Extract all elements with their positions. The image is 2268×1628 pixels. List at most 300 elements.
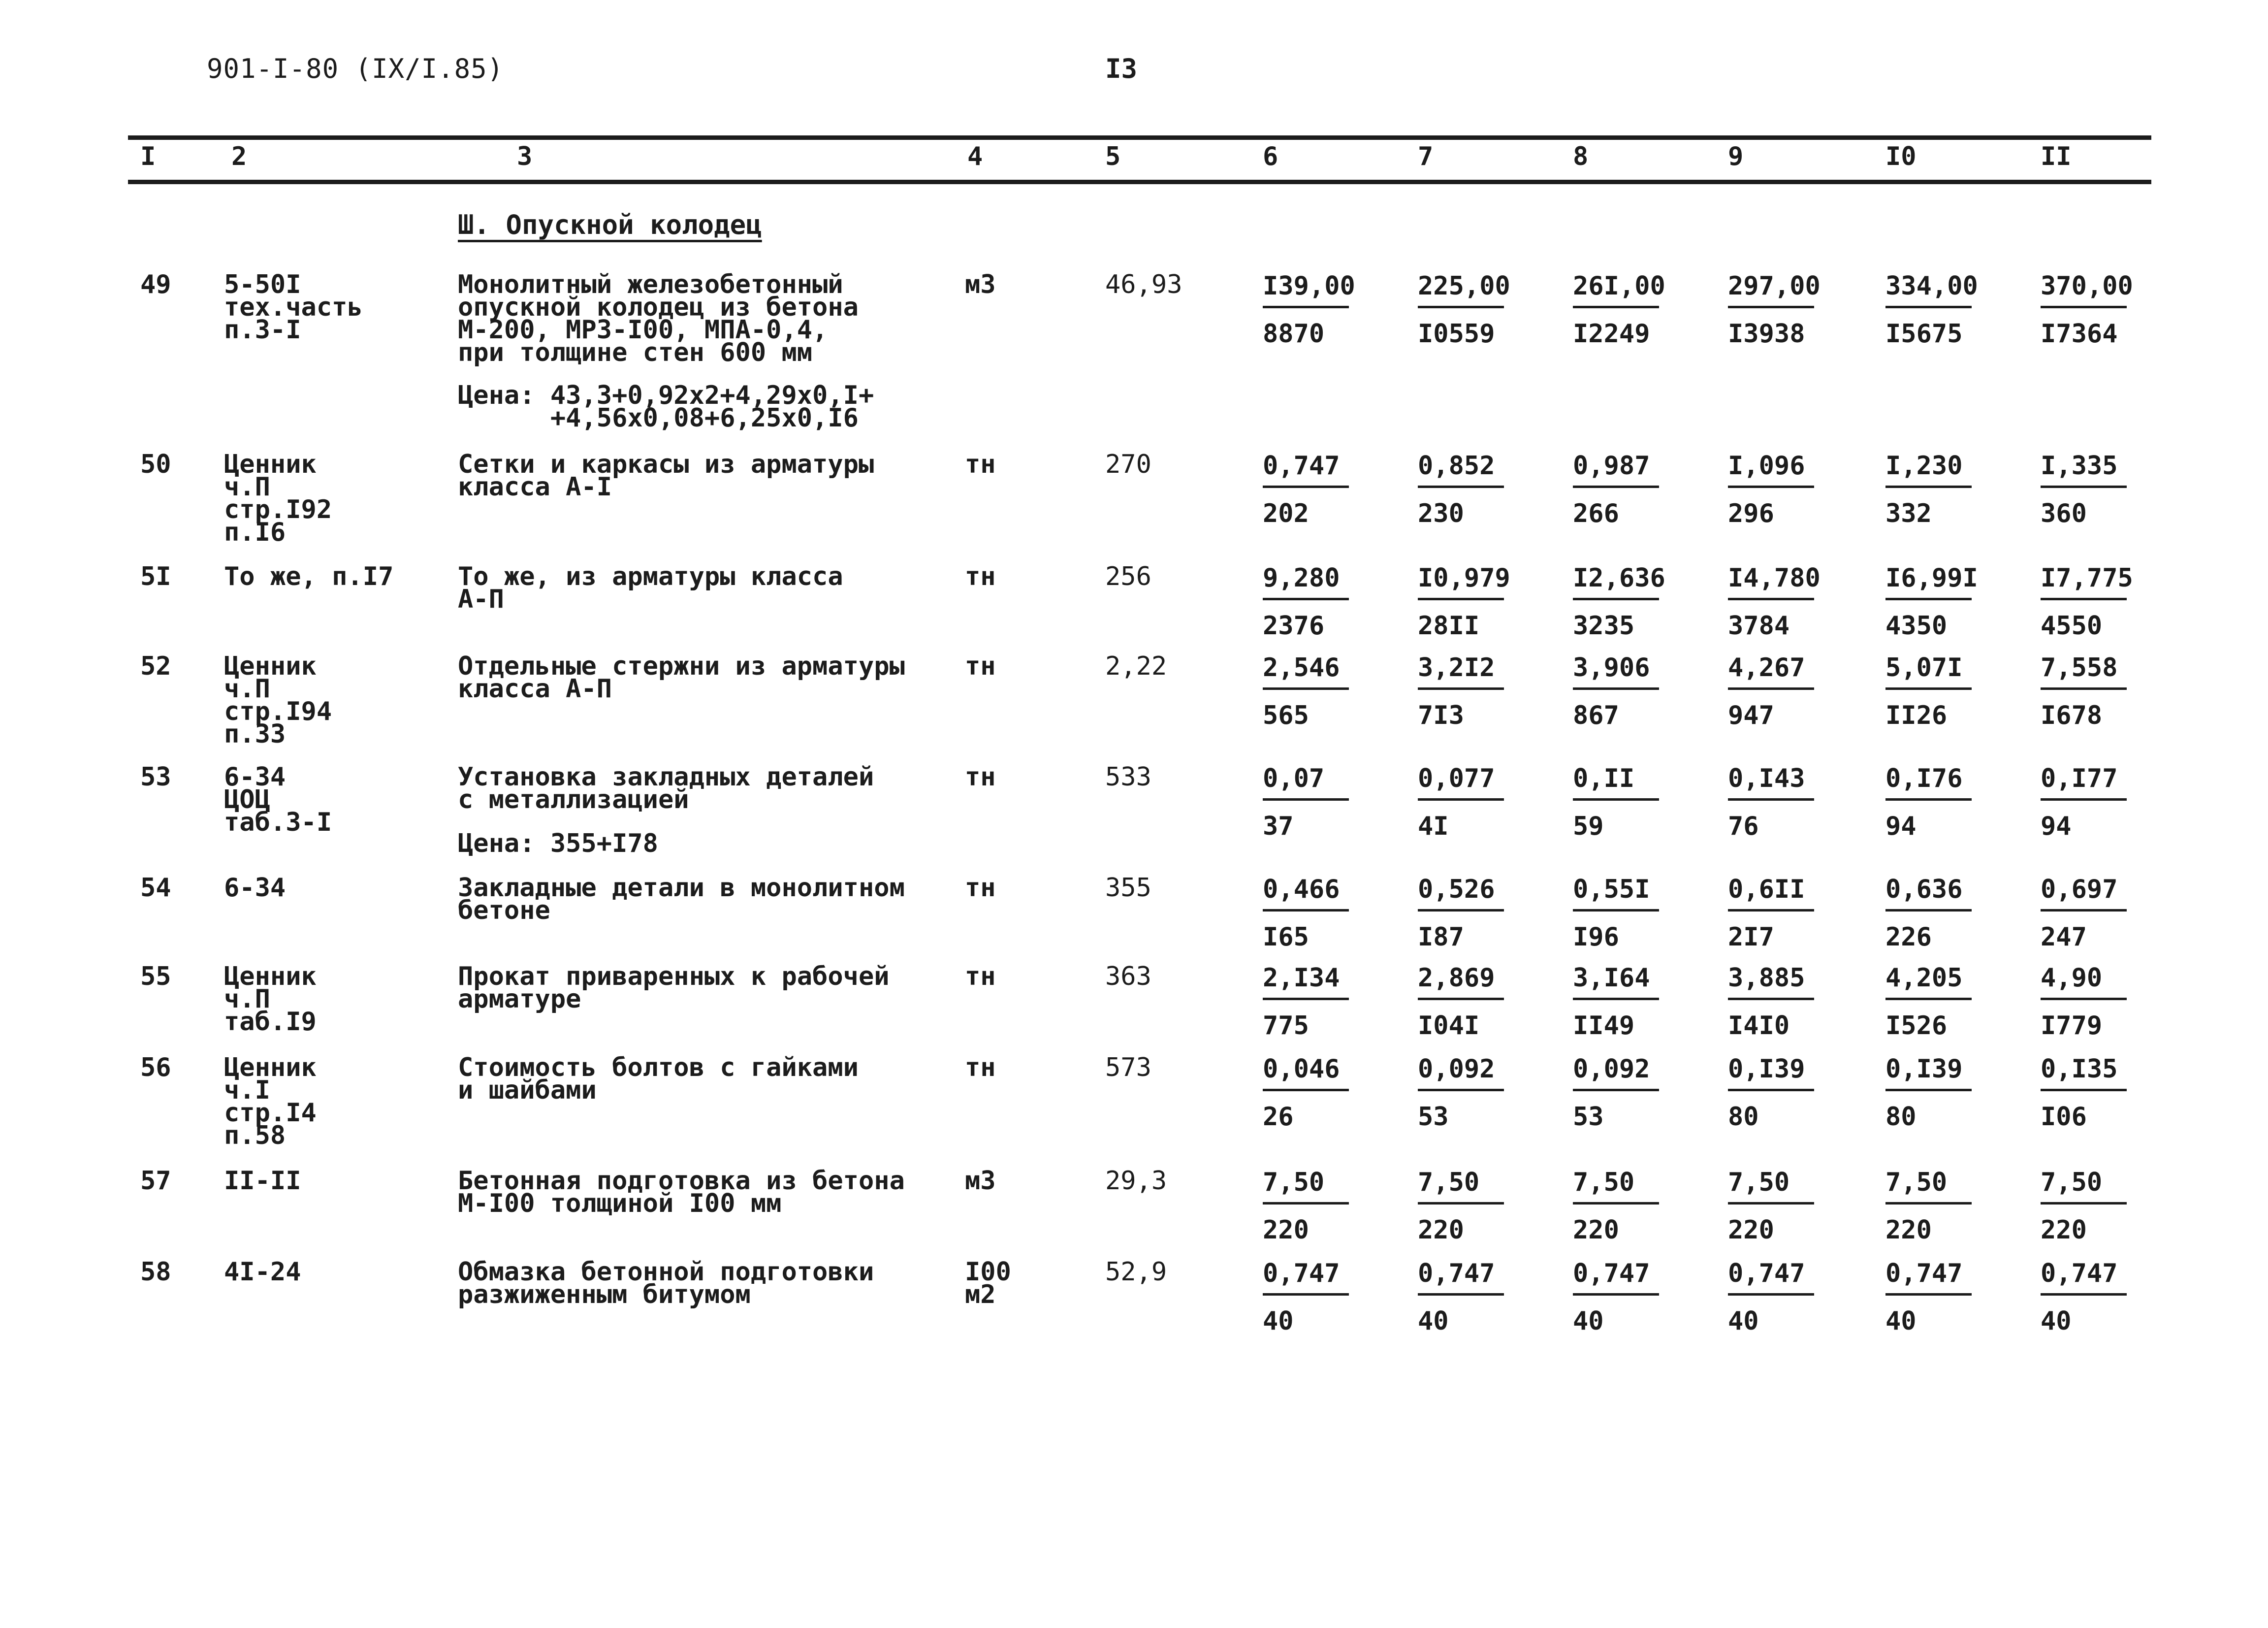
unit: тн <box>965 450 996 479</box>
quantity-value: I4,780 <box>1728 563 1821 593</box>
quantity-cost-cell <box>2041 655 2134 728</box>
quantity-cost-cell <box>2041 273 2134 347</box>
cost-value: 40 <box>2041 1306 2072 1336</box>
quantity-value: 0,747 <box>1418 1259 1495 1288</box>
quantity-value: 3,885 <box>1728 963 1805 993</box>
quantity-value: 7,50 <box>2041 1168 2103 1197</box>
fraction-bar <box>1885 909 1972 912</box>
quantity-cost-cell <box>1885 766 1979 839</box>
cost-value: 3235 <box>1573 611 1635 641</box>
fraction-bar <box>1728 486 1814 488</box>
cost-value: 53 <box>1418 1102 1449 1132</box>
quantity-cost-cell <box>1263 877 1356 950</box>
quantity-cost-cell <box>1728 766 1821 839</box>
unit: тн <box>965 762 996 792</box>
quantity-value: 0,747 <box>1885 1259 1963 1288</box>
unit-price: 270 <box>1105 450 1151 479</box>
unit-price: 363 <box>1105 962 1151 991</box>
quantity-cost-cell <box>1728 965 1821 1039</box>
cost-value: I96 <box>1573 922 1619 952</box>
cost-value: 266 <box>1573 499 1619 528</box>
cost-value: 4I <box>1418 812 1449 841</box>
fraction-bar <box>1418 1089 1504 1091</box>
unit-price: 29,3 <box>1105 1166 1167 1196</box>
fraction-bar <box>1418 486 1504 488</box>
cost-value: I678 <box>2041 701 2103 730</box>
work-description: Монолитный железобетонный опускной колодец из бетона М-200, МРЗ-I00, МПА-0,4, при толщине стен 600 мм <box>458 270 859 367</box>
cost-value: I87 <box>1418 922 1464 952</box>
fraction-bar <box>1573 998 1659 1000</box>
quantity-cost-cell <box>2041 766 2134 839</box>
cost-value: I7364 <box>2041 319 2118 349</box>
quantity-cost-cell <box>2041 877 2134 950</box>
fraction-bar <box>2041 1202 2127 1205</box>
fraction-bar <box>1418 598 1504 600</box>
quantity-value: 7,50 <box>1418 1168 1480 1197</box>
quantity-cost-cell <box>1263 1170 1356 1243</box>
cost-value: 37 <box>1263 812 1294 841</box>
quantity-value: 9,280 <box>1263 563 1340 593</box>
row-number: 52 <box>140 651 171 681</box>
unit-price: 355 <box>1105 873 1151 903</box>
quantity-cost-cell <box>1263 273 1356 347</box>
unit-price: 533 <box>1105 762 1151 792</box>
quantity-value: I0,979 <box>1418 563 1510 593</box>
quantity-cost-cell <box>2041 453 2134 526</box>
cost-value: I779 <box>2041 1011 2103 1041</box>
cost-value: 40 <box>1885 1306 1917 1336</box>
cost-value: 76 <box>1728 812 1759 841</box>
fraction-bar <box>1885 486 1972 488</box>
unit: тн <box>965 962 996 991</box>
quantity-cost-cell <box>1573 1261 1666 1334</box>
quantity-value: 0,636 <box>1885 875 1963 904</box>
unit-price: 46,93 <box>1105 270 1182 299</box>
fraction-bar <box>2041 798 2127 801</box>
fraction-bar <box>1728 1202 1814 1205</box>
quantity-cost-cell <box>1885 1261 1979 1334</box>
quantity-value: 0,987 <box>1573 451 1650 481</box>
work-description: Обмазка бетонной подготовки разжиженным битумом <box>458 1257 874 1309</box>
unit: тн <box>965 873 996 903</box>
quantity-value: 3,2I2 <box>1418 653 1495 683</box>
quantity-value: 0,6II <box>1728 875 1805 904</box>
quantity-cost-cell <box>1263 655 1356 728</box>
work-description: Сетки и каркасы из арматуры класса А-I <box>458 450 874 502</box>
cost-value: II49 <box>1573 1011 1635 1041</box>
fraction-bar <box>1263 687 1349 690</box>
price-formula: Цена: 355+I78 <box>458 829 658 858</box>
unit: I00 м2 <box>965 1257 1011 1309</box>
quantity-cost-cell <box>1728 1056 1821 1130</box>
fraction-bar <box>1263 1202 1349 1205</box>
fraction-bar <box>1418 909 1504 912</box>
fraction-bar <box>1573 909 1659 912</box>
quantity-value: 0,I35 <box>2041 1054 2118 1084</box>
cost-value: II26 <box>1885 701 1948 730</box>
fraction-bar <box>1885 798 1972 801</box>
quantity-cost-cell <box>1573 766 1666 839</box>
quantity-value: I6,99I <box>1885 563 1978 593</box>
fraction-bar <box>1418 1202 1504 1205</box>
cost-value: 26 <box>1263 1102 1294 1132</box>
cost-value: I2249 <box>1573 319 1650 349</box>
row-number: 54 <box>140 873 171 903</box>
unit: м3 <box>965 1166 996 1196</box>
cost-value: 59 <box>1573 812 1604 841</box>
unit-price: 52,9 <box>1105 1257 1167 1287</box>
fraction-bar <box>1885 1293 1972 1296</box>
quantity-value: I2,636 <box>1573 563 1665 593</box>
fraction-bar <box>2041 1293 2127 1296</box>
fraction-bar <box>1728 909 1814 912</box>
fraction-bar <box>1573 598 1659 600</box>
cost-value: I06 <box>2041 1102 2087 1132</box>
quantity-value: 0,747 <box>1728 1259 1805 1288</box>
fraction-bar <box>1885 1202 1972 1205</box>
work-description: Стоимость болтов с гайками и шайбами <box>458 1053 859 1105</box>
work-description: Бетонная подготовка из бетона М-I00 толщиной I00 мм <box>458 1166 905 1218</box>
rate-code: 5-50I тех.часть п.3-I <box>224 270 363 345</box>
quantity-cost-cell <box>1418 877 1511 950</box>
page-number: I3 <box>1105 53 1138 84</box>
cost-value: 947 <box>1728 701 1774 730</box>
column-number: 6 <box>1263 142 1278 171</box>
document-code: 901-I-80 (IX/I.85) <box>207 53 504 84</box>
cost-value: 28II <box>1418 611 1480 641</box>
cost-value: 2376 <box>1263 611 1325 641</box>
fraction-bar <box>1418 306 1504 308</box>
column-number: 7 <box>1418 142 1434 171</box>
work-description: Отдельные стержни из арматуры класса А-П <box>458 651 905 704</box>
quantity-value: 0,55I <box>1573 875 1650 904</box>
fraction-bar <box>1263 486 1349 488</box>
quantity-value: 0,I39 <box>1728 1054 1805 1084</box>
column-number: II <box>2041 142 2072 171</box>
rate-code: 6-34 <box>224 873 286 903</box>
rate-code: II-II <box>224 1166 301 1196</box>
cost-value: 3784 <box>1728 611 1790 641</box>
quantity-cost-cell <box>1885 965 1979 1039</box>
cost-value: I3938 <box>1728 319 1805 349</box>
quantity-value: 0,I43 <box>1728 764 1805 793</box>
quantity-value: 0,747 <box>2041 1259 2118 1288</box>
fraction-bar <box>1418 798 1504 801</box>
quantity-cost-cell <box>1728 877 1821 950</box>
fraction-bar <box>1418 998 1504 1000</box>
quantity-value: 370,00 <box>2041 271 2133 301</box>
cost-value: I04I <box>1418 1011 1480 1041</box>
column-number: 5 <box>1105 142 1121 171</box>
cost-value: I4I0 <box>1728 1011 1790 1041</box>
quantity-cost-cell <box>1263 965 1356 1039</box>
quantity-value: 297,00 <box>1728 271 1821 301</box>
quantity-value: 0,747 <box>1263 451 1340 481</box>
fraction-bar <box>1418 687 1504 690</box>
fraction-bar <box>1728 998 1814 1000</box>
column-number: I <box>140 142 156 171</box>
cost-value: I0559 <box>1418 319 1495 349</box>
quantity-cost-cell <box>2041 1056 2134 1130</box>
quantity-cost-cell <box>1418 965 1511 1039</box>
quantity-value: 0,046 <box>1263 1054 1340 1084</box>
fraction-bar <box>2041 486 2127 488</box>
quantity-value: 0,747 <box>1573 1259 1650 1288</box>
quantity-cost-cell <box>1418 565 1511 639</box>
quantity-cost-cell <box>1728 1261 1821 1334</box>
quantity-cost-cell <box>1885 655 1979 728</box>
quantity-value: 26I,00 <box>1573 271 1665 301</box>
unit-price: 2,22 <box>1105 651 1167 681</box>
cost-value: 226 <box>1885 922 1932 952</box>
row-number: 55 <box>140 962 171 991</box>
quantity-value: 0,466 <box>1263 875 1340 904</box>
unit-price: 573 <box>1105 1053 1151 1082</box>
column-number: 3 <box>517 142 533 171</box>
quantity-value: 0,07 <box>1263 764 1325 793</box>
quantity-cost-cell <box>1418 1261 1511 1334</box>
cost-value: 332 <box>1885 499 1932 528</box>
fraction-bar <box>1728 598 1814 600</box>
fraction-bar <box>1573 306 1659 308</box>
cost-value: 80 <box>1885 1102 1917 1132</box>
cost-value: 867 <box>1573 701 1619 730</box>
quantity-value: 2,546 <box>1263 653 1340 683</box>
cost-value: 220 <box>1885 1215 1932 1245</box>
quantity-value: 0,092 <box>1418 1054 1495 1084</box>
fraction-bar <box>1263 598 1349 600</box>
row-number: 53 <box>140 762 171 792</box>
fraction-bar <box>1263 998 1349 1000</box>
row-number: 5I <box>140 562 171 591</box>
fraction-bar <box>1728 687 1814 690</box>
rate-code: Ценник ч.П таб.I9 <box>224 962 317 1037</box>
quantity-cost-cell <box>1573 565 1666 639</box>
quantity-value: I39,00 <box>1263 271 1355 301</box>
row-number: 56 <box>140 1053 171 1082</box>
unit: тн <box>965 1053 996 1082</box>
cost-value: 2I7 <box>1728 922 1774 952</box>
row-number: 49 <box>140 270 171 299</box>
rate-code: То же, п.I7 <box>224 562 394 591</box>
quantity-value: I,335 <box>2041 451 2118 481</box>
quantity-value: 0,747 <box>1263 1259 1340 1288</box>
column-number: I0 <box>1885 142 1917 171</box>
work-description: То же, из арматуры класса А-П <box>458 562 843 614</box>
cost-value: 296 <box>1728 499 1774 528</box>
fraction-bar <box>1263 1089 1349 1091</box>
column-number: 2 <box>231 142 247 171</box>
fraction-bar <box>1728 798 1814 801</box>
quantity-value: 4,205 <box>1885 963 1963 993</box>
fraction-bar <box>2041 306 2127 308</box>
quantity-cost-cell <box>1263 1261 1356 1334</box>
fraction-bar <box>2041 598 2127 600</box>
quantity-cost-cell <box>1728 565 1821 639</box>
quantity-cost-cell <box>1573 965 1666 1039</box>
quantity-value: 0,I76 <box>1885 764 1963 793</box>
fraction-bar <box>1885 687 1972 690</box>
rate-code: 4I-24 <box>224 1257 301 1287</box>
cost-value: 94 <box>2041 812 2072 841</box>
cost-value: 4350 <box>1885 611 1948 641</box>
quantity-value: I,096 <box>1728 451 1805 481</box>
quantity-cost-cell <box>1263 565 1356 639</box>
rate-code: Ценник ч.П стр.I92 п.I6 <box>224 450 332 547</box>
rate-code: Ценник ч.П стр.I94 п.33 <box>224 651 332 749</box>
quantity-cost-cell <box>1573 273 1666 347</box>
quantity-cost-cell <box>1418 273 1511 347</box>
fraction-bar <box>1885 306 1972 308</box>
quantity-value: 4,267 <box>1728 653 1805 683</box>
cost-value: 247 <box>2041 922 2087 952</box>
cost-value: 53 <box>1573 1102 1604 1132</box>
quantity-value: 7,50 <box>1728 1168 1790 1197</box>
quantity-cost-cell <box>1573 877 1666 950</box>
rate-code: 6-34 ЦОЦ таб.3-I <box>224 762 332 837</box>
fraction-bar <box>1263 909 1349 912</box>
quantity-value: 0,I39 <box>1885 1054 1963 1084</box>
quantity-cost-cell <box>1418 453 1511 526</box>
quantity-value: I7,775 <box>2041 563 2133 593</box>
quantity-cost-cell <box>1573 1170 1666 1243</box>
quantity-cost-cell <box>1728 1170 1821 1243</box>
quantity-value: 0,I77 <box>2041 764 2118 793</box>
fraction-bar <box>1418 1293 1504 1296</box>
quantity-value: I,230 <box>1885 451 1963 481</box>
cost-value: I65 <box>1263 922 1309 952</box>
quantity-cost-cell <box>1885 877 1979 950</box>
fraction-bar <box>1728 306 1814 308</box>
quantity-cost-cell <box>1418 1056 1511 1130</box>
price-formula: Цена: 43,3+0,92х2+4,29х0,I+ +4,56х0,08+6,25х0,I6 <box>458 381 874 433</box>
quantity-cost-cell <box>1573 1056 1666 1130</box>
fraction-bar <box>1573 1293 1659 1296</box>
fraction-bar <box>1263 1293 1349 1296</box>
quantity-cost-cell <box>1728 655 1821 728</box>
quantity-value: 0,526 <box>1418 875 1495 904</box>
column-number-header <box>0 142 2268 176</box>
cost-value: 230 <box>1418 499 1464 528</box>
unit: тн <box>965 562 996 591</box>
cost-value: 360 <box>2041 499 2087 528</box>
fraction-bar <box>2041 1089 2127 1091</box>
work-description: Установка закладных деталей с металлизацией <box>458 762 874 814</box>
unit-price: 256 <box>1105 562 1151 591</box>
quantity-value: 3,906 <box>1573 653 1650 683</box>
fraction-bar <box>1263 306 1349 308</box>
quantity-value: 2,869 <box>1418 963 1495 993</box>
fraction-bar <box>1728 1293 1814 1296</box>
quantity-cost-cell <box>1885 1170 1979 1243</box>
work-description: Закладные детали в монолитном бетоне <box>458 873 905 925</box>
cost-value: 40 <box>1418 1306 1449 1336</box>
quantity-value: 4,90 <box>2041 963 2103 993</box>
quantity-cost-cell <box>1573 453 1666 526</box>
fraction-bar <box>1885 998 1972 1000</box>
table-top-rule <box>128 135 2151 140</box>
cost-value: 94 <box>1885 812 1917 841</box>
quantity-value: 7,558 <box>2041 653 2118 683</box>
fraction-bar <box>1728 1089 1814 1091</box>
cost-value: 202 <box>1263 499 1309 528</box>
cost-value: 8870 <box>1263 319 1325 349</box>
section-title: Ш. Опускной колодец <box>458 209 762 240</box>
quantity-cost-cell <box>1885 273 1979 347</box>
cost-value: 40 <box>1728 1306 1759 1336</box>
cost-value: 220 <box>1418 1215 1464 1245</box>
cost-value: 220 <box>1263 1215 1309 1245</box>
column-number: 8 <box>1573 142 1589 171</box>
quantity-cost-cell <box>1885 1056 1979 1130</box>
quantity-value: 3,I64 <box>1573 963 1650 993</box>
cost-value: 775 <box>1263 1011 1309 1041</box>
cost-value: 40 <box>1263 1306 1294 1336</box>
work-description: Прокат приваренных к рабочей арматуре <box>458 962 890 1014</box>
unit: тн <box>965 651 996 681</box>
quantity-value: 225,00 <box>1418 271 1510 301</box>
quantity-cost-cell <box>1418 1170 1511 1243</box>
quantity-value: 0,697 <box>2041 875 2118 904</box>
quantity-cost-cell <box>2041 1261 2134 1334</box>
rate-code: Ценник ч.I стр.I4 п.58 <box>224 1053 317 1150</box>
table-header-rule <box>128 180 2151 184</box>
cost-value: 4550 <box>2041 611 2103 641</box>
quantity-value: 7,50 <box>1263 1168 1325 1197</box>
quantity-cost-cell <box>1263 453 1356 526</box>
fraction-bar <box>1573 486 1659 488</box>
quantity-cost-cell <box>2041 965 2134 1039</box>
row-number: 50 <box>140 450 171 479</box>
quantity-cost-cell <box>1728 453 1821 526</box>
fraction-bar <box>1885 1089 1972 1091</box>
column-number: 4 <box>967 142 983 171</box>
fraction-bar <box>2041 998 2127 1000</box>
fraction-bar <box>1573 1202 1659 1205</box>
quantity-value: 0,092 <box>1573 1054 1650 1084</box>
row-number: 58 <box>140 1257 171 1287</box>
unit: м3 <box>965 270 996 299</box>
quantity-value: 2,I34 <box>1263 963 1340 993</box>
cost-value: I526 <box>1885 1011 1948 1041</box>
fraction-bar <box>2041 687 2127 690</box>
cost-value: 80 <box>1728 1102 1759 1132</box>
quantity-cost-cell <box>1885 453 1979 526</box>
quantity-cost-cell <box>1728 273 1821 347</box>
quantity-value: 0,II <box>1573 764 1635 793</box>
row-number: 57 <box>140 1166 171 1196</box>
column-number: 9 <box>1728 142 1744 171</box>
fraction-bar <box>1885 598 1972 600</box>
quantity-cost-cell <box>1573 655 1666 728</box>
quantity-value: 334,00 <box>1885 271 1978 301</box>
cost-value: 220 <box>1573 1215 1619 1245</box>
quantity-value: 7,50 <box>1885 1168 1948 1197</box>
fraction-bar <box>2041 909 2127 912</box>
quantity-cost-cell <box>1885 565 1979 639</box>
cost-value: 7I3 <box>1418 701 1464 730</box>
cost-value: I5675 <box>1885 319 1963 349</box>
quantity-cost-cell <box>2041 1170 2134 1243</box>
fraction-bar <box>1573 798 1659 801</box>
quantity-cost-cell <box>1263 1056 1356 1130</box>
fraction-bar <box>1573 687 1659 690</box>
fraction-bar <box>1263 798 1349 801</box>
quantity-cost-cell <box>1418 766 1511 839</box>
cost-value: 40 <box>1573 1306 1604 1336</box>
quantity-value: 7,50 <box>1573 1168 1635 1197</box>
fraction-bar <box>1573 1089 1659 1091</box>
